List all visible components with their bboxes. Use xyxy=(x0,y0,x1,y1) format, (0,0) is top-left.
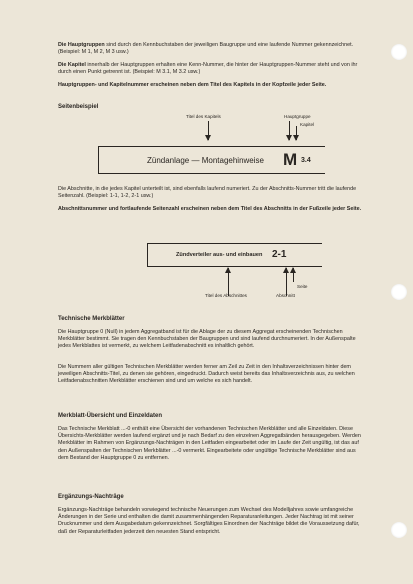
heading-seitenbeispiel: Seitenbeispiel xyxy=(58,104,99,110)
label-abschnitt: Abschnitt xyxy=(276,293,295,298)
example-footer-number: 2-1 xyxy=(272,249,287,260)
paragraph-text: sind durch den Kennbuchstaben der jeweiligen Baugruppe und eine laufende Nummer gekennzeichnet. (Beispiel: M 1, M 2, M 3 usw.) xyxy=(58,42,354,56)
label-kapitel: Kapitel xyxy=(300,122,315,127)
example-footer-title: Zündverteiler aus- und einbauen xyxy=(176,252,263,258)
paragraph-uebersicht: Das Technische Merkblatt ...-0 enthält eine Übersicht der vorhandenen Technischen Merkblätter und alle Einzeldaten. Diese Übersichts-Merkblätter werden laufend ergänzt und je nach Bedarf zu den einzelnen Aggregatbänden herausgegeben. Werden Merkblätter im Rahmen von Ergänzungs-Nachträgen in den Leitfaden eingearbeitet oder im Laufe der Zeit ungültig, ist das auf den Außenspalten der Technischen Merkblätter ...-0 vermerkt. Eingearbeitete oder ungültige Technische Merkblätter sind aus dem Bestand der Hauptgruppe 0 zu entfernen. xyxy=(58,426,361,461)
arrow-titel-abschnitt xyxy=(228,268,229,296)
arrow-kapitel xyxy=(296,130,297,140)
paragraph-technische-1: Die Hauptgruppe 0 (Null) in jedem Aggregatband ist für die Ablage der zu diesem Aggregat erscheinenden Technischen Merkblätter bestimmt. Sie tragen den Kennbuchstaben der Baugruppen und sind laufend durchnumeriert. In der Außenspalte jedes Merkblattes ist vermerkt, zu welchem Leitfadenabschnitt es inhaltlich gehört. xyxy=(58,329,356,350)
label-seite: Seite xyxy=(297,284,308,289)
binder-hole-top xyxy=(391,44,407,60)
paragraph-abschnitte: Die Abschnitte, in die jedes Kapitel unterteilt ist, sind ebenfalls laufend numeriert. Zu der Abschnitts-Nummer tritt die laufende Seitenzahl. (Beispiel: 1-1, 1-2, 2-1 usw.) xyxy=(58,186,357,200)
rule-abschnitt: Abschnittsnummer und fortlaufende Seitenzahl erscheinen neben dem Titel des Abschnitts in der Fußzeile jeder Seite. xyxy=(58,206,362,212)
heading-ergaenzungs-nachtraege: Ergänzungs-Nachträge xyxy=(58,494,124,500)
arrow-hauptgruppe xyxy=(289,121,290,140)
paragraph-technische-2: Die Nummern aller gültigen Technischen Merkblätter werden ferner am Zeil zu Zeit in den Inhaltsverzeichnissen hinter dem jeweiligen Abschnitts-Titel, zu denen sie gehören, eingedruckt. Dadurch weist bereits das Inhaltsverzeichnis aus, zu welchen Leitfadenabschnitten Merkblätter erschienen sind und um welche es sich handelt. xyxy=(58,364,355,385)
paragraph-text: innerhalb der Hauptgruppen erhalten eine Kenn-Nummer, die hinter der Hauptgruppen-Nummer steht und von ihr durch einen Punkt getrennt ist. (Beispiel: M 3.1, M 3.2 usw.) xyxy=(58,62,358,76)
arrow-titel xyxy=(208,121,209,140)
binder-hole-middle xyxy=(391,284,407,300)
example-header-box xyxy=(98,146,325,174)
heading-merkblatt-uebersicht: Merkblatt-Übersicht und Einzeldaten xyxy=(58,413,163,419)
bold-lead: Die Kapitel xyxy=(58,62,86,68)
label-titel-des-abschnittes: Titel des Abschnittes xyxy=(205,293,247,298)
paragraph-kapitel xyxy=(58,62,362,76)
arrow-seite xyxy=(293,268,294,282)
example-header-number-small: 3.4 xyxy=(301,157,311,164)
rule-kapitel: Hauptgruppen- und Kapitelnummer erscheinen neben dem Titel des Kapitels in der Kopfzeile jeder Seite. xyxy=(58,82,327,88)
label-hauptgruppe: Hauptgruppe xyxy=(284,114,311,119)
paragraph-nachtraege: Ergänzungs-Nachträge behandeln vorwiegend technische Neuerungen zum Wechsel des Modelljahres sowie umfangreiche Änderungen in der Serie und enthalten die damit zusammenhängenden Reparaturanleitungen. Jeder Nachtrag ist mit seiner Drucknummer und dem Ausgabedatum gekennzeichnet. Sorgfältiges Einordnen der Nachträge bildet die Voraussetzung dafür, daß der Reparaturleitfaden jederzeit den neuesten Stand entspricht. xyxy=(58,507,360,535)
example-header-number-big: M xyxy=(283,150,298,169)
example-footer-box xyxy=(147,243,322,267)
arrow-abschnitt xyxy=(286,268,287,296)
paragraph-hauptgruppen xyxy=(58,42,362,56)
example-header-title: Zündanlage — Montagehinweise xyxy=(147,156,264,165)
label-titel-des-kapitels: Titel des Kapitels xyxy=(186,114,221,119)
binder-hole-bottom xyxy=(391,522,407,538)
bold-lead: Die Hauptgruppen xyxy=(58,42,105,48)
heading-technische-merkblaetter: Technische Merkblätter xyxy=(58,316,125,322)
